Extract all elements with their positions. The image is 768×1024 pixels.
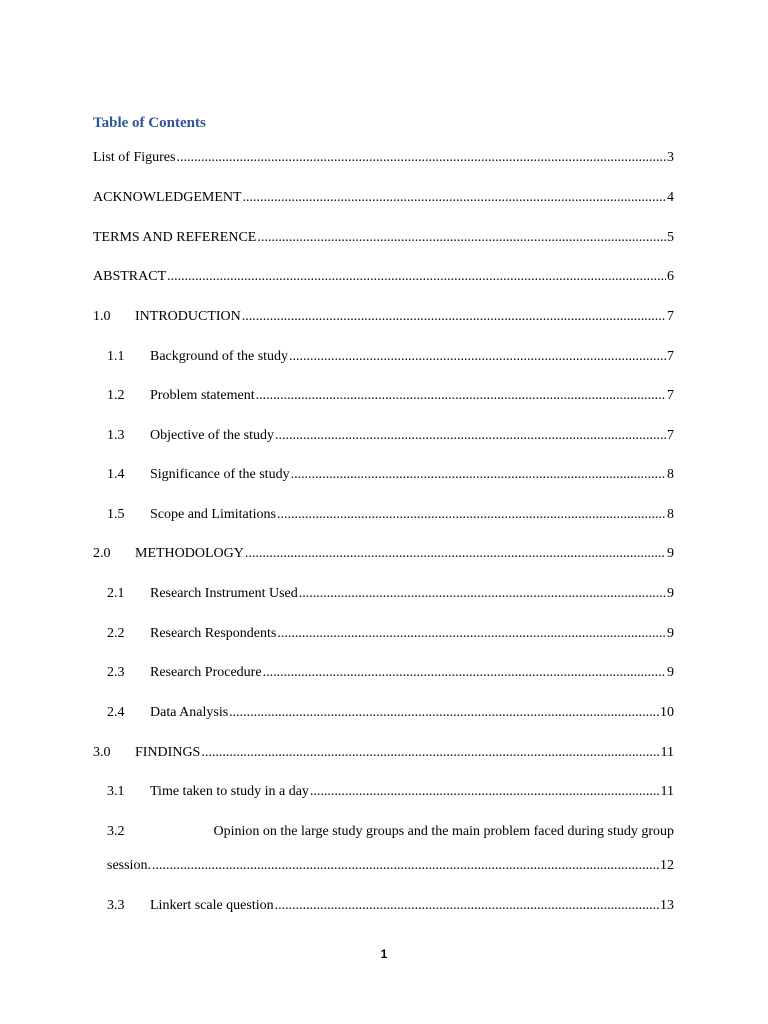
toc-entry-number: 1.0	[93, 309, 111, 324]
toc-entry-label: Scope and Limitations	[150, 507, 276, 522]
toc-entry-label: FINDINGS	[135, 745, 201, 760]
toc-entry-list-of-figures[interactable]	[93, 148, 674, 168]
toc-entry-label: METHODOLOGY	[135, 546, 244, 561]
toc-entry-page: 8	[667, 507, 674, 522]
dot-leader	[167, 267, 666, 287]
dot-leader	[291, 465, 666, 485]
toc-entry-page: 7	[667, 428, 674, 443]
dot-leader	[201, 743, 659, 763]
toc-entry-label: ACKNOWLEDGEMENT	[93, 190, 242, 205]
toc-entry-page: 12	[660, 858, 674, 873]
dot-leader	[299, 584, 666, 604]
toc-entry-introduction[interactable]	[93, 307, 674, 327]
toc-entry-page: 3	[667, 150, 674, 165]
toc-entry-number: 1.5	[107, 507, 125, 522]
toc-entry-research-respondents[interactable]	[107, 624, 674, 644]
toc-entry-label: Linkert scale question	[150, 898, 274, 913]
toc-entry-label: ABSTRACT	[93, 269, 167, 284]
toc-entry-number: 3.2	[107, 824, 125, 839]
toc-entry-page: 6	[667, 269, 674, 284]
toc-entry-page: 4	[667, 190, 674, 205]
toc-entry-page: 7	[667, 349, 674, 364]
toc-entry-findings[interactable]	[93, 743, 674, 763]
dot-leader	[242, 307, 666, 327]
dot-leader	[310, 782, 660, 802]
dot-leader	[263, 663, 666, 683]
toc-entry-opinion-large-groups-continued[interactable]	[107, 856, 674, 876]
toc-entry-page: 7	[667, 388, 674, 403]
toc-entry-page: 13	[660, 898, 674, 913]
toc-entry-label-continued: session.	[107, 858, 151, 873]
toc-entry-page: 10	[660, 705, 674, 720]
toc-entry-label: Objective of the study	[150, 428, 275, 443]
dot-leader	[257, 228, 666, 248]
toc-entry-abstract[interactable]	[93, 267, 674, 287]
toc-entry-label: INTRODUCTION	[135, 309, 241, 324]
toc-entry-page: 5	[667, 230, 674, 245]
toc-entry-number: 3.0	[93, 745, 111, 760]
toc-entry-label: Time taken to study in a day	[150, 784, 309, 799]
toc-entry-number: 3.1	[107, 784, 125, 799]
toc-entry-number: 2.1	[107, 586, 125, 601]
toc-entry-label: Opinion on the large study groups and the main problem faced during study group	[213, 824, 674, 839]
toc-entry-page: 9	[667, 665, 674, 680]
toc-entry-background[interactable]	[107, 347, 674, 367]
toc-entry-number: 2.0	[93, 546, 111, 561]
toc-entry-label: Background of the study	[150, 349, 289, 364]
toc-entry-page: 7	[667, 309, 674, 324]
dot-leader	[277, 505, 666, 525]
dot-leader	[275, 896, 659, 916]
toc-entry-page: 9	[667, 546, 674, 561]
toc-entry-linkert-scale[interactable]	[107, 896, 674, 916]
toc-entry-number: 2.4	[107, 705, 125, 720]
toc-entry-objective[interactable]	[107, 426, 674, 446]
toc-entry-significance[interactable]	[107, 465, 674, 485]
dot-leader	[275, 426, 666, 446]
toc-entry-page: 11	[660, 745, 674, 760]
toc-entry-number: 1.1	[107, 349, 125, 364]
dot-leader	[229, 703, 659, 723]
toc-entry-research-procedure[interactable]	[107, 663, 674, 683]
toc-entry-page: 8	[667, 467, 674, 482]
toc-entry-number: 1.2	[107, 388, 125, 403]
toc-entry-acknowledgement[interactable]	[93, 188, 674, 208]
dot-leader	[176, 148, 666, 168]
toc-entry-page: 9	[667, 626, 674, 641]
dot-leader	[152, 856, 659, 876]
toc-entry-label: Research Procedure	[150, 665, 262, 680]
toc-entry-research-instrument[interactable]	[107, 584, 674, 604]
toc-entry-label: Data Analysis	[150, 705, 229, 720]
toc-entry-label: Problem statement	[150, 388, 255, 403]
toc-entry-label: Significance of the study	[150, 467, 290, 482]
toc-entry-label: TERMS AND REFERENCE	[93, 230, 257, 245]
toc-entry-methodology[interactable]	[93, 544, 674, 564]
toc-title: Table of Contents	[93, 115, 206, 131]
toc-entry-label: List of Figures	[93, 150, 176, 165]
toc-entry-label: Research Respondents	[150, 626, 277, 641]
toc-entry-number: 2.3	[107, 665, 125, 680]
toc-entry-opinion-large-groups[interactable]	[107, 822, 674, 842]
toc-entry-data-analysis[interactable]	[107, 703, 674, 723]
page-number: 1	[380, 947, 388, 961]
toc-entry-label: Research Instrument Used	[150, 586, 298, 601]
toc-entry-number: 1.3	[107, 428, 125, 443]
toc-entry-number: 1.4	[107, 467, 125, 482]
toc-entry-page: 11	[660, 784, 674, 799]
dot-leader	[245, 544, 666, 564]
toc-entry-scope-limitations[interactable]	[107, 505, 674, 525]
toc-entry-page: 9	[667, 586, 674, 601]
dot-leader	[289, 347, 666, 367]
dot-leader	[256, 386, 666, 406]
toc-entry-terms-and-reference[interactable]	[93, 228, 674, 248]
toc-entry-number: 2.2	[107, 626, 125, 641]
toc-entry-number: 3.3	[107, 898, 125, 913]
dot-leader	[243, 188, 666, 208]
toc-entry-problem-statement[interactable]	[107, 386, 674, 406]
toc-entry-time-taken[interactable]	[107, 782, 674, 802]
dot-leader	[277, 624, 666, 644]
